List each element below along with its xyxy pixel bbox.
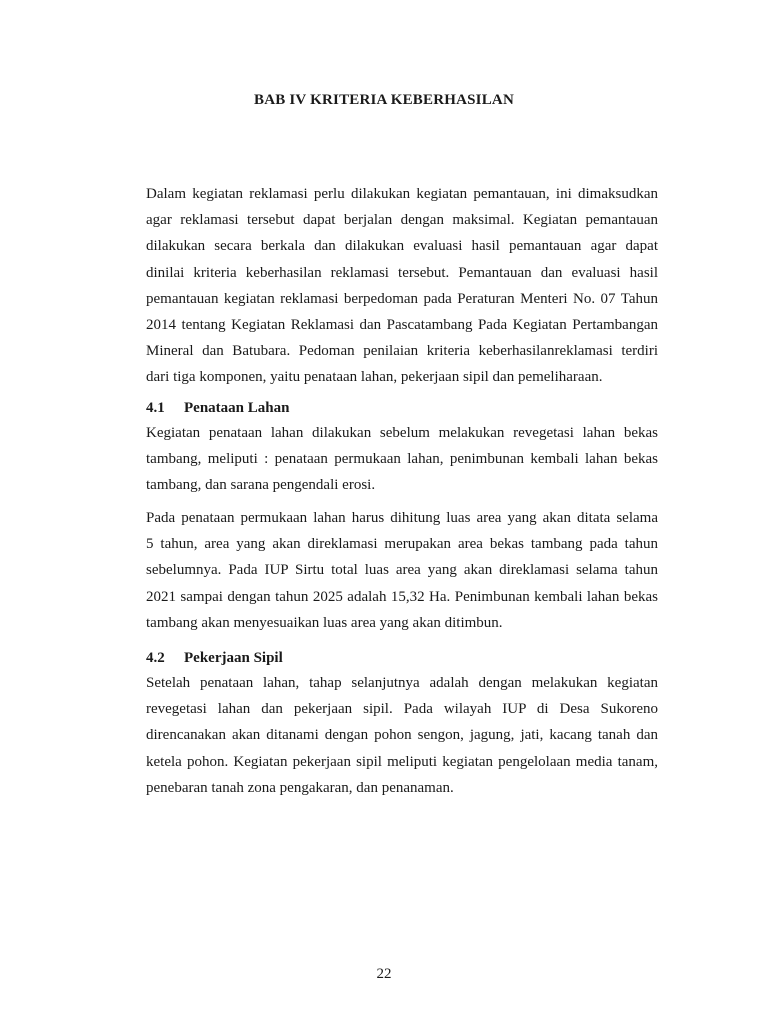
- paragraph-line: tambang akan menyesuaikan luas area yang akan ditimbun.: [146, 614, 503, 631]
- intro-paragraph: [146, 181, 658, 391]
- paragraph-line: dilakukan secara berkala dan dilakukan evaluasi hasil pemantauan agar dapat: [146, 238, 658, 255]
- page-number: 22: [376, 966, 392, 982]
- section-number: 4.2: [146, 650, 165, 666]
- section-4-1-paragraph-1: [146, 420, 658, 499]
- paragraph-line: ketela pohon. Kegiatan pekerjaan sipil meliputi kegiatan pengelolaan media tanam,: [146, 753, 658, 770]
- section-heading-4-1: [146, 400, 289, 417]
- paragraph-line: 5 tahun, area yang akan direklamasi merupakan area bekas tambang pada tahun: [146, 536, 658, 553]
- paragraph-line: penebaran tanah zona pengakaran, dan penanaman.: [146, 779, 454, 796]
- paragraph-line: revegetasi lahan dan pekerjaan sipil. Pada wilayah IUP di Desa Sukoreno: [146, 701, 658, 718]
- paragraph-line: direncanakan akan ditanami dengan pohon sengon, jagung, jati, kacang tanah dan: [146, 727, 658, 744]
- chapter-title: BAB IV KRITERIA KEBERHASILAN: [254, 92, 514, 108]
- paragraph-line: Pada penataan permukaan lahan harus dihitung luas area yang akan ditata selama: [146, 510, 658, 526]
- paragraph-line: Kegiatan penataan lahan dilakukan sebelum melakukan revegetasi lahan bekas: [146, 425, 658, 441]
- paragraph-line: Dalam kegiatan reklamasi perlu dilakukan kegiatan pemantauan, ini dimaksudkan: [146, 186, 658, 202]
- paragraph-line: Mineral dan Batubara. Pedoman penilaian kriteria keberhasilanreklamasi terdiri: [146, 343, 658, 360]
- section-title: Penataan Lahan: [184, 400, 290, 416]
- paragraph-line: tambang, dan sarana pengendali erosi.: [146, 477, 376, 494]
- paragraph-line: Setelah penataan lahan, tahap selanjutnya adalah dengan melakukan kegiatan: [146, 675, 658, 691]
- paragraph-line: dinilai kriteria keberhasilan reklamasi tersebut. Pemantauan dan evaluasi hasil: [146, 264, 658, 281]
- paragraph-line: agar reklamasi tersebut dapat berjalan dengan maksimal. Kegiatan pemantauan: [146, 212, 658, 229]
- section-heading-4-2: [146, 650, 283, 667]
- paragraph-line: pemantauan kegiatan reklamasi berpedoman pada Peraturan Menteri No. 07 Tahun: [146, 290, 658, 307]
- paragraph-line: 2014 tentang Kegiatan Reklamasi dan Pascatambang Pada Kegiatan Pertambangan: [146, 317, 658, 334]
- paragraph-line: 2021 sampai dengan tahun 2025 adalah 15,32 Ha. Penimbunan kembali lahan bekas: [146, 588, 658, 605]
- paragraph-line: dari tiga komponen, yaitu penataan lahan, pekerjaan sipil dan pemeliharaan.: [146, 369, 603, 386]
- section-title: Pekerjaan Sipil: [184, 650, 283, 666]
- paragraph-line: sebelumnya. Pada IUP Sirtu total luas area yang akan direklamasi selama tahun: [146, 562, 658, 579]
- paragraph-line: tambang, meliputi : penataan permukaan lahan, penimbunan kembali lahan bekas: [146, 451, 658, 468]
- section-4-1-paragraph-2: [146, 505, 658, 636]
- section-number: 4.1: [146, 400, 165, 416]
- section-4-2-paragraph-1: [146, 670, 658, 801]
